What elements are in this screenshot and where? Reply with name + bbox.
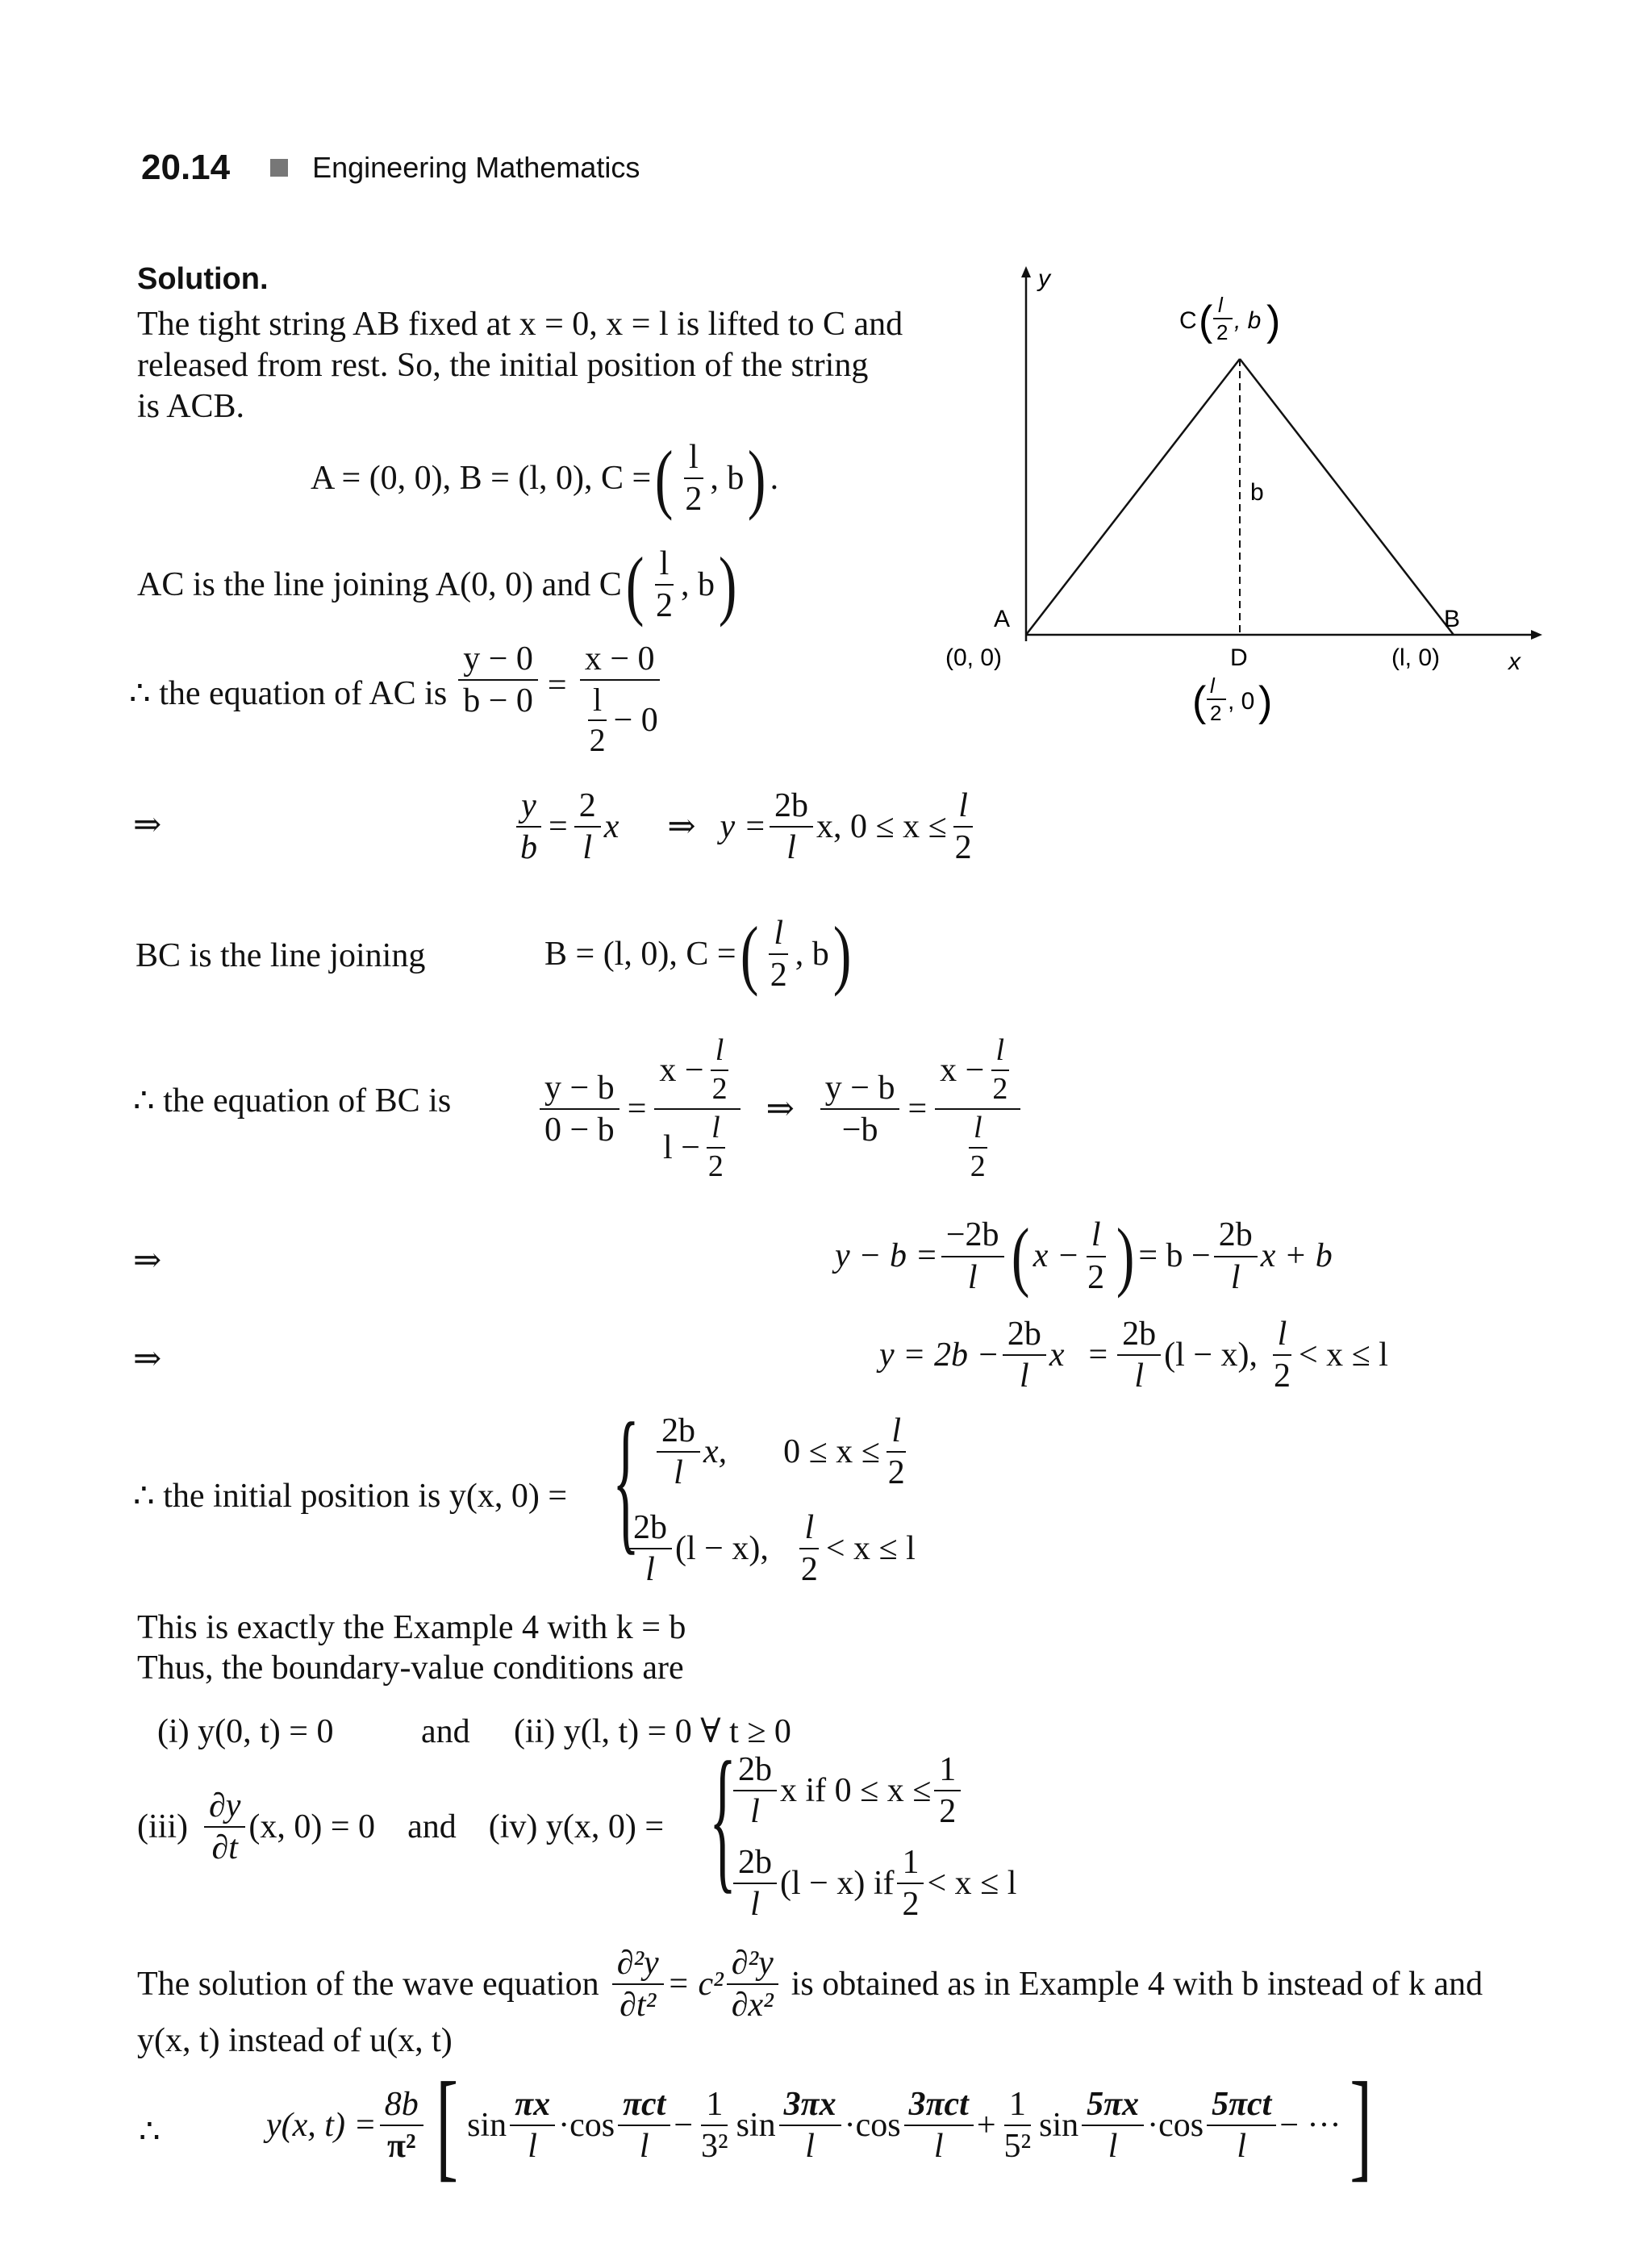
point-b-coord: (l, 0) <box>1391 644 1440 671</box>
intro-line-3: is ACB. <box>137 388 245 425</box>
example-line-1: This is exactly the Example 4 with k = b <box>137 1609 686 1646</box>
bc-step3: y = 2b − $\frac{2b}{l}$ x = $\frac{2b}{l}$ (l − x), $\frac{l}{2}$ < x ≤ l <box>879 1315 1388 1395</box>
point-b-label: B <box>1444 606 1461 632</box>
bc-equation: $\frac{y - b}{0 - b}$ = x − $\frac{l}{2}$ l − $\frac{l}{2}$ ⇒ $\frac{y - b}{-b}$ = x − $\frac{l}{2}$ $\frac{l}{2}$ <box>536 1020 1024 1198</box>
page-header <box>141 148 640 188</box>
initial-position-prefix: ∴ the initial position is y(x, 0) = <box>133 1478 568 1515</box>
bc-step2: y − b = $\frac{-2b}{l}$ ( x − $\frac{l}{2}$ ) = b − $\frac{2b}{l}$ x + b <box>835 1212 1333 1299</box>
final-solution: y(x, t) = $\frac{8b}{\text{π²}}$ [ sin $\frac{\pi x}{l}$ · cos $\frac{\text{πct}}{l}$ − $\frac{1}{\text{3²}}$ sin $\frac{3\pi x}{l}$ · cos $\frac{\text{3πct}}{l}$ + $\frac{1}{\text{5²}}$ sin $\frac{5\pi x}{l}$ · cos $\frac{\text{5πct}}{l}$ − ··· ] <box>266 2057 1373 2193</box>
wave-equation-line: The solution of the wave equation $\frac{\text{∂²y}}{\text{∂t²}}$ = c² $\frac{\text{∂²y}}{\text{∂x²}}$ is obtained as in Example 4 with b instead of k and <box>137 1944 1483 2024</box>
string-segment-ac <box>1026 359 1240 635</box>
x-axis-label: x <box>1508 648 1521 675</box>
point-c-num: l <box>1218 293 1223 317</box>
ac-equation: ∴ the equation of AC is $\frac{y - 0}{b - 0}$ = x − 0 $\frac{l}{2}$ − 0 <box>129 640 658 759</box>
point-c-label: C <box>1179 307 1197 334</box>
final-therefore: ∴ <box>139 2113 161 2150</box>
string-diagram <box>928 262 1589 762</box>
svg-text:): ) <box>1258 678 1273 725</box>
example-line-2: Thus, the boundary-value conditions are <box>137 1649 684 1687</box>
point-d-rest: , 0 <box>1228 688 1255 715</box>
condition-and-1: and <box>421 1713 470 1750</box>
y-axis-label: y <box>1038 265 1050 292</box>
svg-text:(: ( <box>1199 298 1213 344</box>
intro-line-2: released from rest. So, the initial position of the string <box>137 347 869 384</box>
point-c-rest: , b <box>1234 307 1262 334</box>
string-segment-cb <box>1240 359 1454 635</box>
ac-result-implies: ⇒ <box>133 807 162 844</box>
bc-points: B = (l, 0), C = ( $\frac{l}{2}$ , b ) <box>544 910 852 997</box>
initial-position-brace: { <box>612 1391 640 1569</box>
point-d-label: D <box>1230 644 1248 671</box>
point-d-num: l <box>1210 673 1215 698</box>
book-title: Engineering Mathematics <box>312 151 640 184</box>
condition-3: (iii) $\frac{\partial y}{\partial t}$ (x, 0) = 0 and (iv) y(x, 0) = <box>137 1787 665 1866</box>
bc-line-statement: BC is the line joining <box>136 937 426 974</box>
height-b-label: b <box>1250 479 1264 506</box>
intro-line-1: The tight string AB fixed at x = 0, x = l is lifted to C and <box>137 306 903 343</box>
condition-2: (ii) y(l, t) = 0 ∀ t ≥ 0 <box>514 1713 791 1750</box>
square-bullet-icon <box>270 159 288 177</box>
bc-equation-prefix: ∴ the equation of BC is <box>133 1082 452 1120</box>
bc-step2-implies: ⇒ <box>133 1242 162 1279</box>
wave-equation-line-2: y(x, t) instead of u(x, t) <box>137 2022 453 2059</box>
svg-text:(: ( <box>1192 678 1207 725</box>
condition-4-case-1: $\frac{2b}{l}$ x if 0 ≤ x ≤ $\frac{1}{2}$ <box>730 1746 964 1835</box>
solution-heading: Solution. <box>137 262 269 296</box>
ac-line-statement: AC is the line joining A(0, 0) and C ( $\frac{l}{2}$ , b ) <box>137 540 737 628</box>
ac-result: $\frac{y}{b}$ = $\frac{2}{l}$ x ⇒ y = $\frac{2b}{l}$ x, 0 ≤ x ≤ $\frac{l}{2}$ <box>512 782 980 871</box>
condition-4-brace: { <box>709 1729 736 1908</box>
point-a-coord: (0, 0) <box>945 644 1003 671</box>
point-d-den: 2 <box>1210 701 1222 725</box>
condition-4-case-2: $\frac{2b}{l}$ (l − x) if $\frac{1}{2}$ < x ≤ l <box>730 1839 1016 1928</box>
initial-position-case-2: $\frac{2b}{l}$ (l − x), $\frac{l}{2}$ < x ≤ l <box>625 1504 916 1593</box>
points-equation: A = (0, 0), B = (l, 0), C = ( $\frac{l}{2}$ , b ) . <box>311 434 779 521</box>
page-number: 20.14 <box>141 148 231 187</box>
bc-step3-implies: ⇒ <box>133 1341 162 1378</box>
point-a-label: A <box>994 606 1011 632</box>
condition-1: (i) y(0, t) = 0 <box>157 1713 334 1750</box>
point-c-den: 2 <box>1216 320 1229 344</box>
initial-position-case-1: $\frac{2b}{l}$ x, 0 ≤ x ≤ $\frac{l}{2}$ <box>653 1407 913 1496</box>
svg-text:): ) <box>1266 298 1281 344</box>
